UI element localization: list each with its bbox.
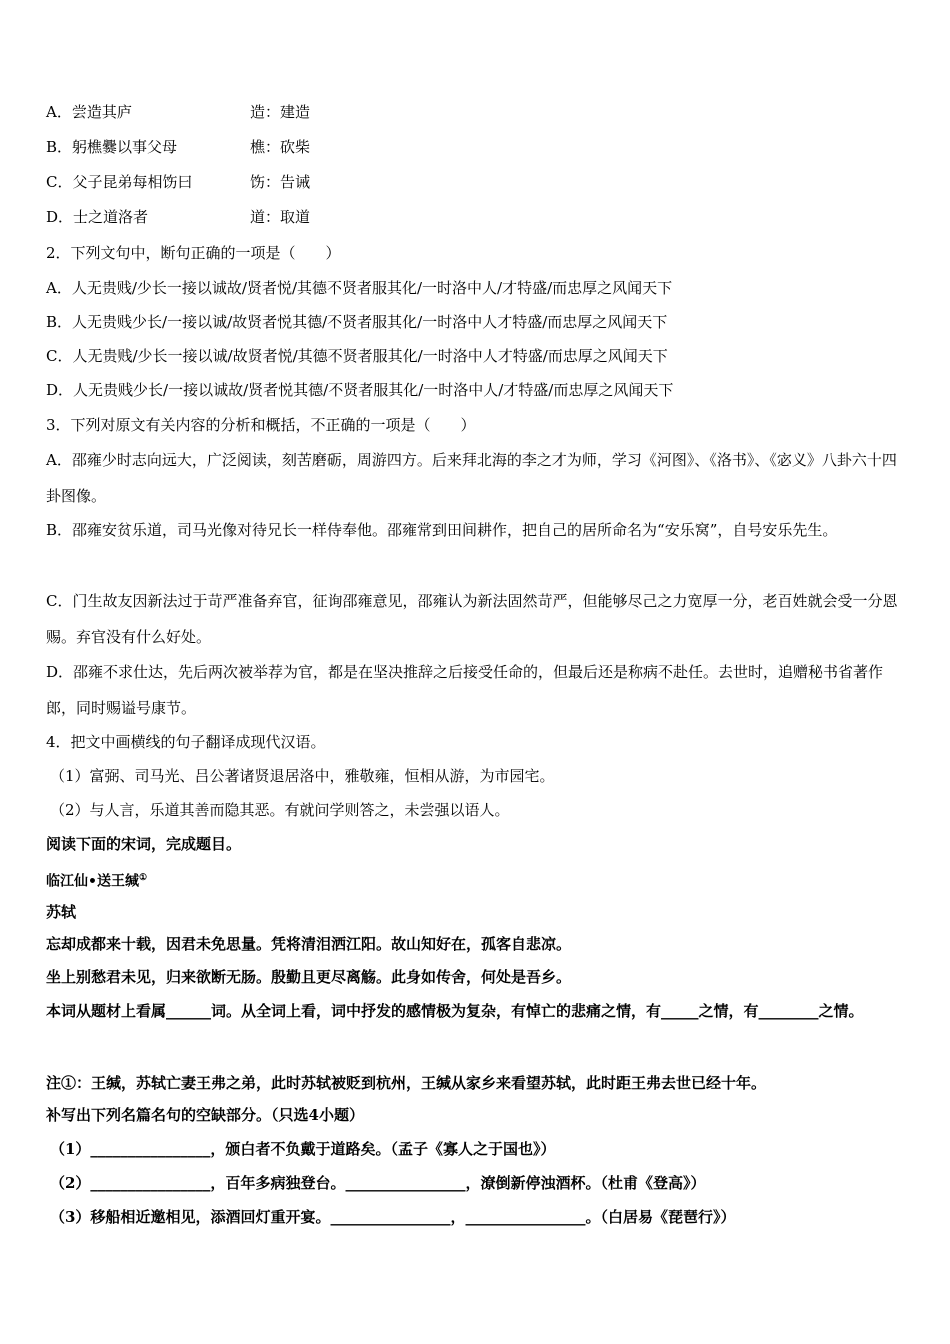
fill-item-1: （1）________________，颁白者不负戴于道路矣。（孟子《寡人之于国也》） — [50, 1140, 556, 1158]
q2-option-a: A．人无贵贱/少长一接以诚故/贤者悦/其德不贤者服其化/一时洛中人/才特盛/而忠厚之风闻天下 — [46, 279, 673, 297]
q2-option-b: B．人无贵贱少长/一接以诚/故贤者悦其德/不贤者服其化/一时洛中人才特盛/而忠厚之风闻天下 — [46, 313, 668, 331]
poem-author: 苏轼 — [46, 903, 77, 921]
fill-stem: 补写出下列名篇名句的空缺部分。（只选4小题） — [46, 1106, 364, 1124]
q1-option-d — [46, 206, 906, 228]
q2-option-c: C．人无贵贱/少长一接以诚/故贤者悦/其德不贤者服其化/一时洛中人才特盛/而忠厚之风闻天下 — [46, 347, 668, 365]
option-text: B．躬樵爨以事父母 — [46, 138, 178, 156]
option-gloss: 饬：告诫 — [250, 173, 311, 191]
footnote-mark: ① — [138, 873, 148, 883]
q4-item-1: （1）富弼、司马光、吕公著诸贤退居洛中，雅敬雍，恒相从游，为市园宅。 — [50, 767, 555, 785]
q3-option-c: C．门生故友因新法过于苛严准备弃官，征询邵雍意见，邵雍认为新法固然苛严，但能够尽己之力宽厚一分，老百姓就会受一分恩赐。弃官没有什么好处。 — [46, 592, 898, 646]
q2-option-d: D．人无贵贱少长/一接以诚故/贤者悦其德/不贤者服其化/一时洛中人/才特盛/而忠厚之风闻天下 — [46, 381, 674, 399]
q3-option-b: B．邵雍安贫乐道，司马光像对待兄长一样侍奉他。邵雍常到田间耕作，把自己的居所命名为“安乐窝”，自号安乐先生。 — [46, 521, 838, 539]
option-text: A．尝造其庐 — [46, 103, 132, 121]
q3-option-a: A．邵雍少时志向远大，广泛阅读，刻苦磨砺，周游四方。后来拜北海的李之才为师，学习《河图》、《洛书》、《宓义》八卦六十四卦图像。 — [46, 451, 897, 505]
q1-option-a — [46, 101, 906, 123]
option-gloss: 造：建造 — [250, 103, 311, 121]
option-gloss: 樵：砍柴 — [250, 138, 311, 156]
fill-item-3: （3）移船相近邀相见，添酒回灯重开宴。________________，________________。（白居易《琵琶行》） — [50, 1208, 736, 1226]
poem-line-1: 忘却成都来十载，因君未免思量。凭将清泪洒江阳。故山知好在，孤客自悲凉。 — [46, 935, 572, 953]
option-text: D．士之道洛者 — [46, 208, 149, 226]
q1-option-b — [46, 136, 906, 158]
poem-intro: 阅读下面的宋词，完成题目。 — [46, 835, 242, 853]
q3-stem: 3．下列对原文有关内容的分析和概括，不正确的一项是（ ） — [46, 416, 476, 434]
fill-item-2: （2）________________，百年多病独登台。________________，潦倒新停浊酒杯。（杜甫《登高》） — [50, 1174, 706, 1192]
q4-item-2: （2）与人言，乐道其善而隐其恶。有就问学则答之，未尝强以语人。 — [50, 801, 510, 819]
poem-title — [46, 867, 906, 893]
poem-title-text: 临江仙•送王缄 — [46, 873, 139, 890]
q1-option-c — [46, 171, 906, 193]
q2-stem: 2．下列文句中，断句正确的一项是（ ） — [46, 244, 341, 262]
option-gloss: 道：取道 — [250, 208, 311, 226]
q3-option-d: D．邵雍不求仕达，先后两次被举荐为官，都是在坚决推辞之后接受任命的，但最后还是称病不赴任。去世时，追赠秘书省著作郎，同时赐谥号康节。 — [46, 663, 884, 717]
q4-stem: 4．把文中画横线的句子翻译成现代汉语。 — [46, 733, 326, 751]
option-text: C．父子昆弟每相饬曰 — [46, 173, 193, 191]
poem-question: 本词从题材上看属______词。从全词上看，词中抒发的感情极为复杂，有悼亡的悲痛之情，有_____之情，有________之情。 — [46, 1002, 864, 1020]
poem-footnote: 注①：王缄，苏轼亡妻王弗之弟，此时苏轼被贬到杭州，王缄从家乡来看望苏轼，此时距王弗去世已经十年。 — [46, 1074, 767, 1092]
poem-line-2: 坐上别愁君未见，归来欲断无肠。殷勤且更尽离觞。此身如传舍，何处是吾乡。 — [46, 968, 572, 986]
